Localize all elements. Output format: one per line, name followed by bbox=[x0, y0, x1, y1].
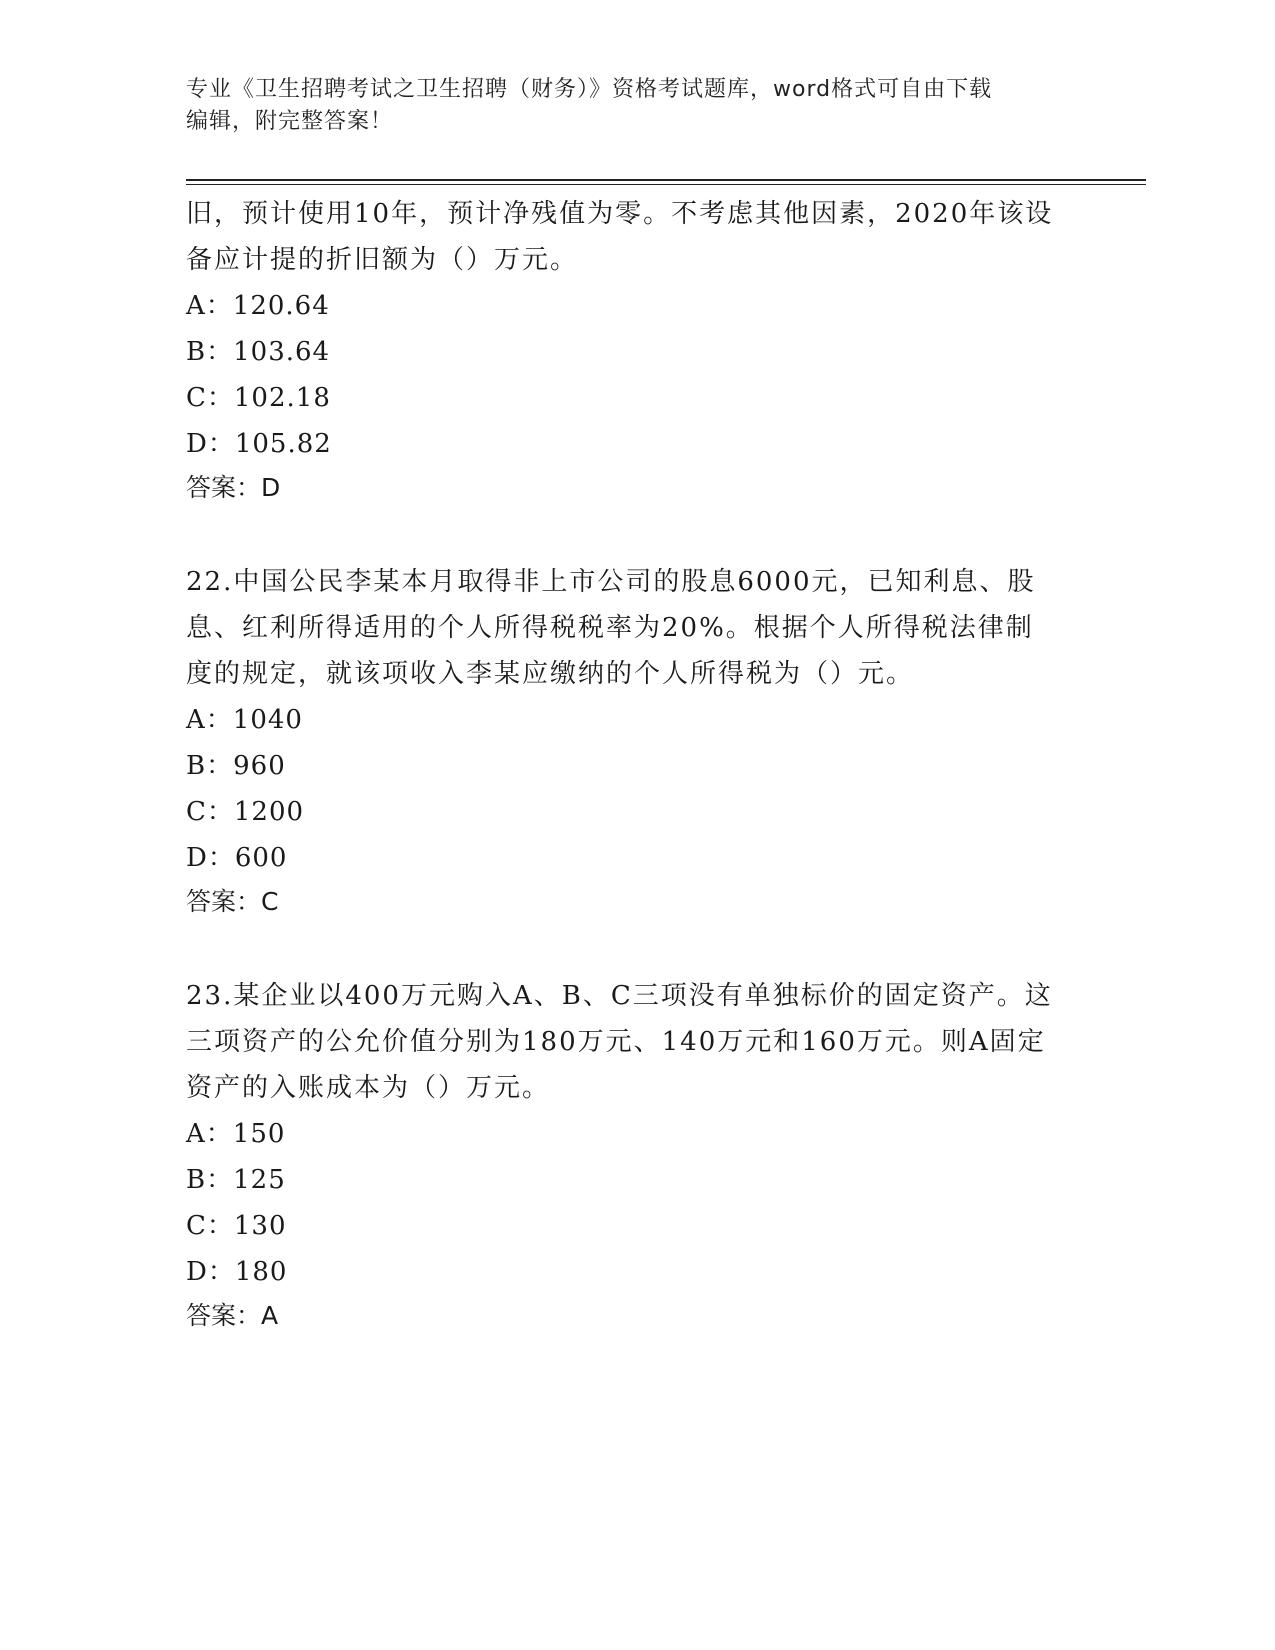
question-23 bbox=[186, 973, 1086, 1337]
option-a: A：150 bbox=[186, 1119, 286, 1149]
option-d: D：600 bbox=[186, 843, 288, 873]
question-text-line: 资产的入账成本为（）万元。 bbox=[186, 1073, 551, 1103]
question-text-line: 备应计提的折旧额为（）万元。 bbox=[186, 245, 579, 275]
option-c: C：130 bbox=[186, 1211, 287, 1241]
header-line-2: 编辑，附完整答案！ bbox=[186, 109, 394, 134]
option-b: B：103.64 bbox=[186, 337, 331, 367]
header-line-1: 专业《卫生招聘考试之卫生招聘（财务）》资格考试题库，word格式可自由下载 bbox=[186, 77, 993, 102]
header-rule-thin bbox=[186, 184, 1146, 185]
option-a: A：1040 bbox=[186, 705, 303, 735]
question-text-line: 23.某企业以400万元购入A、B、C三项没有单独标价的固定资产。这 bbox=[186, 981, 1053, 1011]
option-d: D：105.82 bbox=[186, 429, 332, 459]
answer: 答案：D bbox=[186, 473, 281, 502]
option-c: C：1200 bbox=[186, 797, 305, 827]
question-text-line: 旧，预计使用10年，预计净残值为零。不考虑其他因素，2020年该设 bbox=[186, 199, 1054, 229]
option-a: A：120.64 bbox=[186, 291, 330, 321]
option-d: D：180 bbox=[186, 1257, 288, 1287]
answer: 答案：C bbox=[186, 887, 279, 916]
question-list bbox=[186, 191, 1086, 1337]
question-text-line: 度的规定，就该项收入李某应缴纳的个人所得税为（）元。 bbox=[186, 659, 915, 689]
question-text-line: 息、红利所得适用的个人所得税税率为20%。根据个人所得税法律制 bbox=[186, 613, 1034, 643]
header-rule-thick bbox=[186, 179, 1146, 181]
question-text-line: 三项资产的公允价值分别为180万元、140万元和160万元。则A固定 bbox=[186, 1027, 1046, 1057]
document-header bbox=[186, 74, 1086, 138]
question-21 bbox=[186, 191, 1086, 509]
option-b: B：125 bbox=[186, 1165, 286, 1195]
answer: 答案：A bbox=[186, 1301, 279, 1330]
question-22 bbox=[186, 559, 1086, 923]
option-c: C：102.18 bbox=[186, 383, 331, 413]
question-text-line: 22.中国公民李某本月取得非上市公司的股息6000元，已知利息、股 bbox=[186, 567, 1036, 597]
option-b: B：960 bbox=[186, 751, 286, 781]
